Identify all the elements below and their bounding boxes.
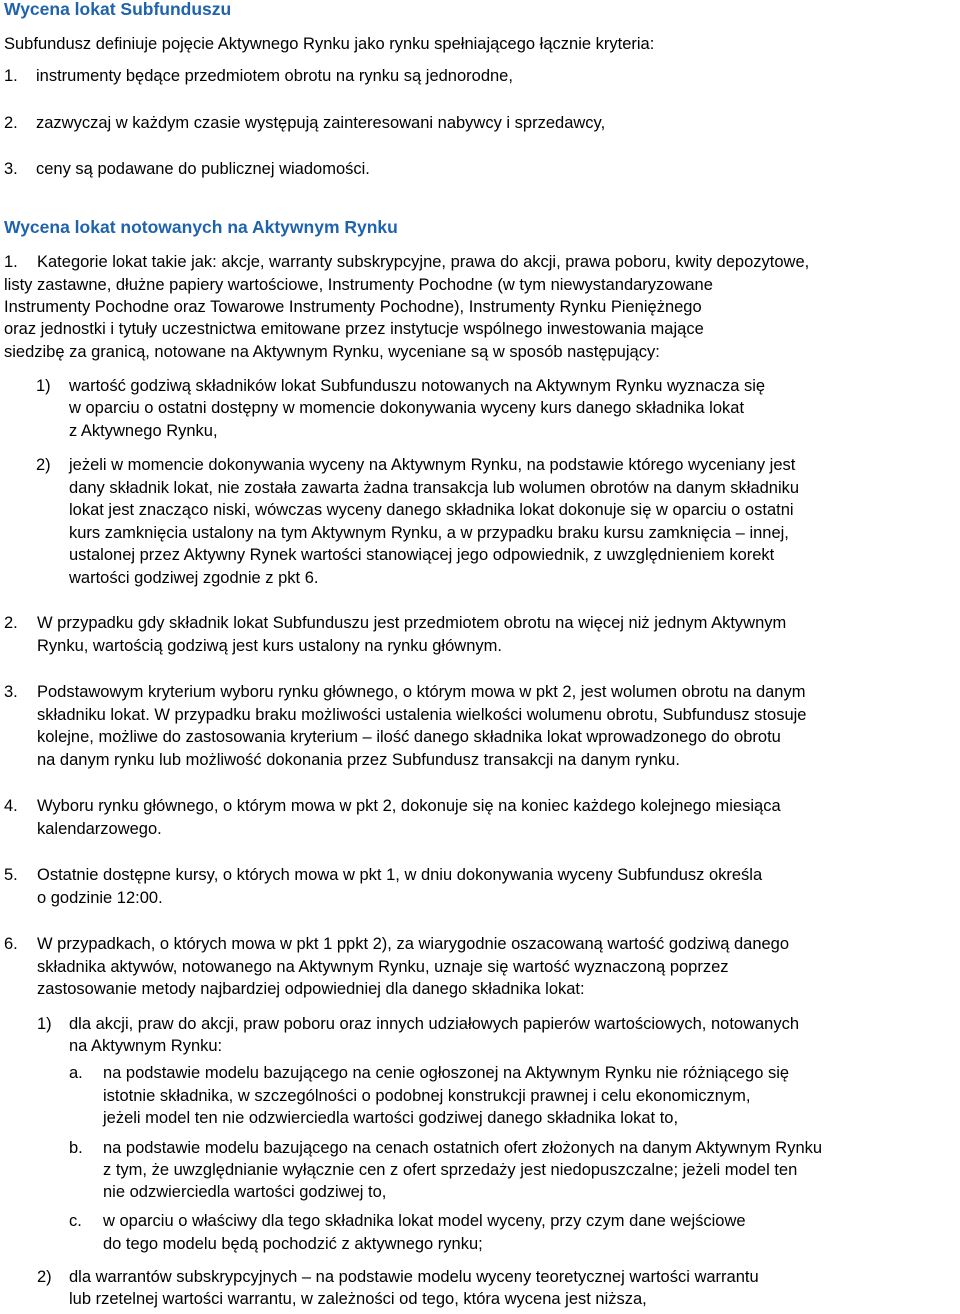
letter-item-line: do tego modelu będą pochodzić z aktywnego rynku; xyxy=(103,1235,483,1253)
point-marker: 1. xyxy=(4,253,18,271)
subitem-marker: 2) xyxy=(36,456,51,474)
paragraph-line: Kategorie lokat takie jak: akcje, warranty subskrypcyjne, prawa do akcji, prawa poboru, kwity depozytowe, xyxy=(37,253,810,271)
list-marker: 2. xyxy=(4,114,18,132)
list-marker: 1. xyxy=(4,67,18,85)
letter-item-line: na podstawie modelu bazującego na cenach ostatnich ofert złożonych na danym Aktywnym Rynku xyxy=(103,1139,823,1157)
subitem-marker: 2) xyxy=(37,1268,52,1286)
paragraph-line: W przypadku gdy składnik lokat Subfunduszu jest przedmiotem obrotu na więcej niż jednym Aktywnym xyxy=(37,614,787,632)
paragraph-line: składniku lokat. W przypadku braku możliwości ustalenia wielkości wolumenu obrotu, Subfundusz stosuje xyxy=(37,706,807,724)
paragraph-line: siedzibę za granicą, notowane na Aktywnym Rynku, wyceniane są w sposób następujący: xyxy=(4,343,660,361)
subitem-line: lokat jest znacząco niski, wówczas wyceny danego składnika lokat dokonuje się w oparciu o ostatni xyxy=(69,501,794,519)
subsection-title: Wycena lokat notowanych na Aktywnym Rynku xyxy=(4,217,398,237)
point-marker: 5. xyxy=(4,866,18,884)
letter-item-line: jeżeli model ten nie odzwierciedla wartości godziwej danego składnika lokat to, xyxy=(103,1109,679,1127)
subitem-line: dany składnik lokat, nie została zawarta żadna transakcja lub wolumen obrotów na danym składniku xyxy=(69,479,800,497)
paragraph-line: o godzinie 12:00. xyxy=(37,889,163,907)
letter-item-line: w oparciu o właściwy dla tego składnika lokat model wyceny, przy czym dane wejściowe xyxy=(103,1212,746,1230)
letter-item-line: na podstawie modelu bazującego na cenie ogłoszonej na Aktywnym Rynku nie różniącego się xyxy=(103,1064,790,1082)
paragraph-line: kalendarzowego. xyxy=(37,820,162,838)
paragraph-line: Podstawowym kryterium wyboru rynku głównego, o którym mowa w pkt 2, jest wolumen obrotu na danym xyxy=(37,683,806,701)
paragraph-line: na danym rynku lub możliwość dokonania przez Subfundusz transakcji na danym rynku. xyxy=(37,751,680,769)
subitem-marker: 1) xyxy=(37,1015,52,1033)
list-item: ceny są podawane do publicznej wiadomości. xyxy=(36,160,370,178)
paragraph-line: zastosowanie metody najbardziej odpowiedniej dla danego składnika lokat: xyxy=(37,980,585,998)
point-marker: 4. xyxy=(4,797,18,815)
letter-item-line: nie odzwierciedla wartości godziwej to, xyxy=(103,1183,387,1201)
subitem-line: wartość godziwą składników lokat Subfunduszu notowanych na Aktywnym Rynku wyznacza się xyxy=(69,377,766,395)
subitem-line: jeżeli w momencie dokonywania wyceny na Aktywnym Rynku, na podstawie którego wyceniany jest xyxy=(69,456,796,474)
subitem-line: kurs zamknięcia ustalony na tym Aktywnym Rynku, a w przypadku braku kursu zamknięcia – innej, xyxy=(69,524,789,542)
letter-marker: b. xyxy=(69,1139,83,1157)
subitem-line: wartości godziwej zgodnie z pkt 6. xyxy=(69,569,319,587)
list-item: instrumenty będące przedmiotem obrotu na rynku są jednorodne, xyxy=(36,67,513,85)
subitem-line: z Aktywnego Rynku, xyxy=(69,422,218,440)
list-item: zazwyczaj w każdym czasie występują zainteresowani nabywcy i sprzedawcy, xyxy=(36,114,606,132)
point-marker: 6. xyxy=(4,935,18,953)
paragraph-line: Wyboru rynku głównego, o którym mowa w pkt 2, dokonuje się na koniec każdego kolejnego miesiąca xyxy=(37,797,781,815)
paragraph-line: Rynku, wartością godziwą jest kurs ustalony na rynku głównym. xyxy=(37,637,502,655)
paragraph-line: Instrumenty Pochodne oraz Towarowe Instrumenty Pochodne), Instrumenty Rynku Pieniężnego xyxy=(4,298,702,316)
letter-marker: a. xyxy=(69,1064,83,1082)
subitem-line: dla akcji, praw do akcji, praw poboru oraz innych udziałowych papierów wartościowych, notowanych xyxy=(69,1015,800,1033)
paragraph-line: oraz jednostki i tytuły uczestnictwa emitowane przez instytucje wspólnego inwestowania mające xyxy=(4,320,704,338)
subitem-line: ustalonej przez Aktywny Rynek wartości stanowiącej jego odpowiednik, z uwzględnieniem korekt xyxy=(69,546,775,564)
subitem-marker: 1) xyxy=(36,377,51,395)
paragraph-line: składnika aktywów, notowanego na Aktywnym Rynku, uznaje się wartość wyznaczoną poprzez xyxy=(37,958,729,976)
intro-paragraph: Subfundusz definiuje pojęcie Aktywnego Rynku jako rynku spełniającego łącznie kryteria: xyxy=(4,35,655,53)
point-marker: 2. xyxy=(4,614,18,632)
subitem-line: lub rzetelnej wartości warrantu, w zależności od tego, która wycena jest niższa, xyxy=(69,1290,647,1308)
subitem-line: na Aktywnym Rynku: xyxy=(69,1037,223,1055)
paragraph-line: Ostatnie dostępne kursy, o których mowa w pkt 1, w dniu dokonywania wyceny Subfundusz określa xyxy=(37,866,763,884)
subitem-line: w oparciu o ostatni dostępny w momencie dokonywania wyceny kurs danego składnika lokat xyxy=(69,399,745,417)
letter-item-line: z tym, że uwzględnianie wyłącznie cen z ofert sprzedaży jest niedopuszczalne; jeżeli model ten xyxy=(103,1161,798,1179)
letter-item-line: istotnie składnika, w szczególności o podobnej konstrukcji prawnej i celu ekonomicznym, xyxy=(103,1087,751,1105)
subitem-line: dla warrantów subskrypcyjnych – na podstawie modelu wyceny teoretycznej wartości warrantu xyxy=(69,1268,759,1286)
list-marker: 3. xyxy=(4,160,18,178)
section-title: Wycena lokat Subfunduszu xyxy=(4,0,232,19)
paragraph-line: kolejne, możliwe do zastosowania kryterium – ilość danego składnika lokat wprowadzonego do obrotu xyxy=(37,728,781,746)
paragraph-line: W przypadkach, o których mowa w pkt 1 ppkt 2), za wiarygodnie oszacowaną wartość godziwą danego xyxy=(37,935,790,953)
point-marker: 3. xyxy=(4,683,18,701)
letter-marker: c. xyxy=(69,1212,82,1230)
paragraph-line: listy zastawne, dłużne papiery wartościowe, Instrumenty Pochodne (w tym niewystandaryzowane xyxy=(4,276,713,294)
